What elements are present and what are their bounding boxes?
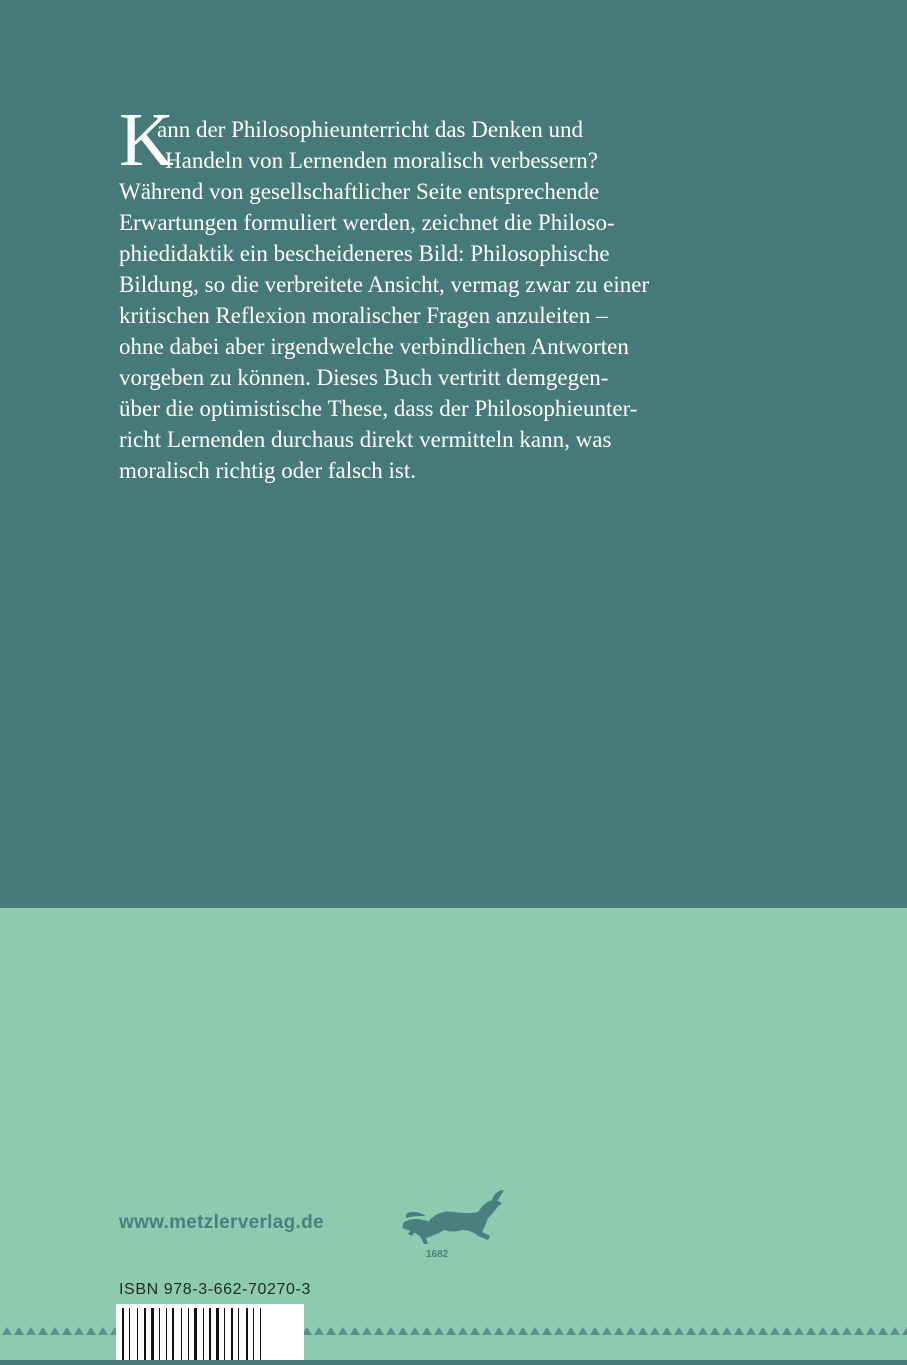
barcode-bars <box>116 1304 304 1360</box>
drop-cap: K <box>119 98 174 182</box>
isbn-label: ISBN 978-3-662-70270-3 <box>119 1281 311 1298</box>
blurb-line: Handeln von Lernenden moralisch verbessern? <box>165 148 599 173</box>
horse-icon <box>398 1170 510 1262</box>
publisher-logo <box>398 1170 510 1262</box>
logo-year: 1682 <box>426 1249 449 1260</box>
blurb-line: moralisch richtig oder falsch ist. <box>119 458 417 483</box>
blurb-line: richt Lernenden durchaus direkt vermitteln kann, was <box>119 427 612 452</box>
blurb-line: phiedidaktik ein bescheideneres Bild: Philosophische <box>119 241 610 266</box>
blurb-line: Während von gesellschaftlicher Seite entsprechende <box>119 179 600 204</box>
blurb-line: über die optimistische These, dass der Philosophieunter- <box>119 396 638 421</box>
blurb-line: Bildung, so die verbreitete Ansicht, vermag zwar zu einer <box>119 272 650 297</box>
blurb-line: ann der Philosophieunterricht das Denken und <box>157 117 584 142</box>
blurb-line: Erwartungen formuliert werden, zeichnet die Philoso- <box>119 210 615 235</box>
blurb-line: kritischen Reflexion moralischer Fragen anzuleiten – <box>119 303 608 328</box>
blurb-line: vorgeben zu können. Dieses Buch vertritt demgegen- <box>119 365 609 390</box>
barcode <box>116 1304 304 1360</box>
publisher-website-link[interactable]: www.metzlerverlag.de <box>119 1212 324 1233</box>
blurb-line: ohne dabei aber irgendwelche verbindlichen Antworten <box>119 334 629 359</box>
back-cover-blurb <box>119 114 739 486</box>
